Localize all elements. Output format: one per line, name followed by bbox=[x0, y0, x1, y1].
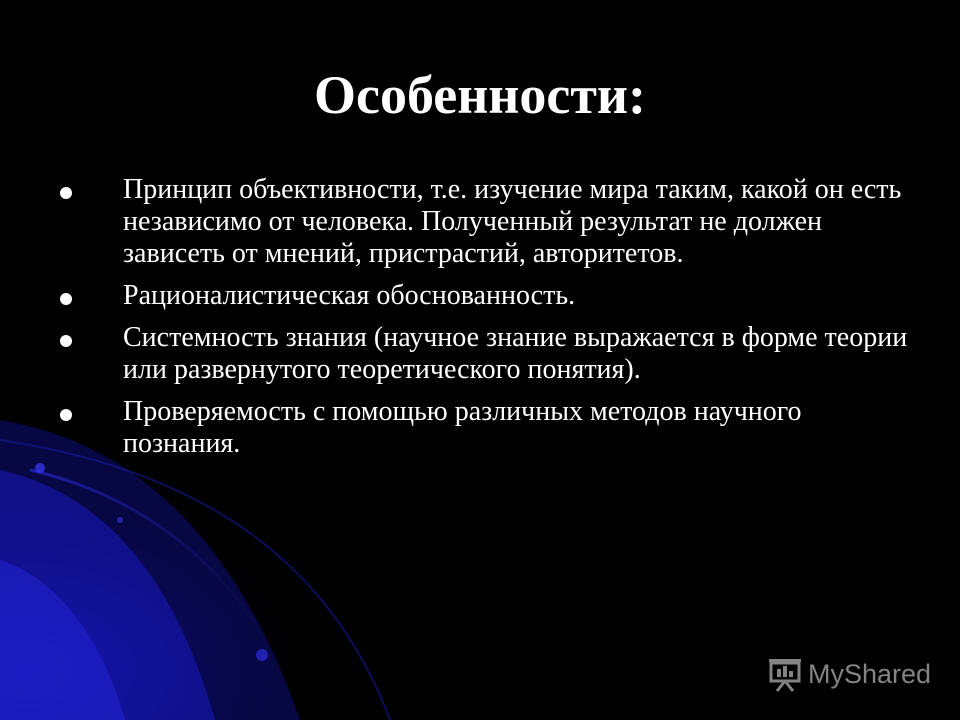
bullet-text: Принцип объективности, т.е. изучение мира таким, какой он есть независимо от человека. Полученный результат не должен зависеть от мнений, пристрастий, авторитетов. bbox=[123, 174, 902, 269]
bullet-text: Рационалистическая обоснованность. bbox=[123, 280, 576, 311]
list-item bbox=[60, 396, 920, 460]
list-item bbox=[60, 322, 920, 386]
watermark bbox=[766, 654, 931, 694]
bullet-list bbox=[60, 174, 920, 470]
watermark-text: MyShared bbox=[808, 658, 932, 689]
bullet-icon bbox=[60, 293, 72, 305]
bullet-text: Системность знания (научное знание выражается в форме теории или развернутого теоретического понятия). bbox=[123, 322, 908, 385]
bullet-icon bbox=[60, 409, 72, 421]
slide-title: Особенности: bbox=[313, 65, 647, 125]
projector-screen-icon bbox=[766, 655, 804, 693]
list-item bbox=[60, 280, 920, 312]
bullet-text: Проверяемость с помощью различных методов научного познания. bbox=[123, 396, 802, 459]
bullet-icon bbox=[60, 187, 72, 199]
bullet-icon bbox=[60, 335, 72, 347]
list-item bbox=[60, 174, 920, 270]
